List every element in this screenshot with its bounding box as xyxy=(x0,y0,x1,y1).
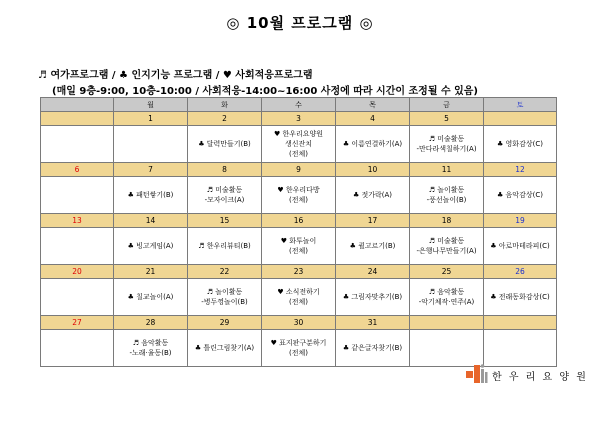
date-number: 20 xyxy=(41,265,114,279)
date-number: 10 xyxy=(336,163,410,177)
date-number: 3 xyxy=(262,112,336,126)
program-cell xyxy=(114,279,188,316)
date-number xyxy=(484,316,557,330)
program-line: ♣ 젓가락(A) xyxy=(352,191,393,199)
program-line: 생신잔치 xyxy=(284,140,313,148)
date-number: 17 xyxy=(336,214,410,228)
date-number: 13 xyxy=(41,214,114,228)
program-line: -노래·율동(B) xyxy=(129,349,172,357)
program-cell xyxy=(41,177,114,214)
program-cell xyxy=(188,177,262,214)
date-number: 27 xyxy=(41,316,114,330)
program-line: ♥ 한우리다방 xyxy=(277,186,320,194)
date-number xyxy=(484,112,557,126)
program-line: ♥ 소식전하기 xyxy=(277,288,320,296)
program-cell xyxy=(410,330,484,367)
program-line: ♬ 놀이활동 xyxy=(428,186,465,194)
date-number: 2 xyxy=(188,112,262,126)
program-line: (전체) xyxy=(289,349,308,357)
program-cell xyxy=(262,279,336,316)
program-line: -만다라색칠하기(A) xyxy=(416,145,477,153)
program-cell xyxy=(114,177,188,214)
weekday-mon: 월 xyxy=(114,98,188,112)
program-cell xyxy=(484,228,557,265)
program-line: ♣ 틀린그림찾기(A) xyxy=(194,344,255,352)
program-cell xyxy=(41,279,114,316)
program-row xyxy=(41,279,557,316)
program-cell xyxy=(484,279,557,316)
program-line: (전체) xyxy=(289,150,308,158)
program-line: -병두껑놀이(B) xyxy=(201,298,248,306)
program-line: ♣ 이름연결하기(A) xyxy=(342,140,403,148)
program-line: ♥ 화투놀이 xyxy=(280,237,317,245)
program-line: ♥ 표지판구분하기 xyxy=(270,339,327,347)
program-line: (전체) xyxy=(289,247,308,255)
program-cell xyxy=(410,279,484,316)
program-line: -풍선놀이(B) xyxy=(426,196,467,204)
weekday-fri: 금 xyxy=(410,98,484,112)
date-number: 18 xyxy=(410,214,484,228)
program-cell xyxy=(484,126,557,163)
program-line: (전체) xyxy=(289,298,308,306)
program-cell xyxy=(41,228,114,265)
date-number: 7 xyxy=(114,163,188,177)
program-cell xyxy=(114,228,188,265)
program-line: ♬ 음악활동 xyxy=(428,288,465,296)
date-number: 26 xyxy=(484,265,557,279)
program-cell xyxy=(336,228,410,265)
program-line: -은행나무만들기(A) xyxy=(416,247,477,255)
program-row xyxy=(41,330,557,367)
date-number: 1 xyxy=(114,112,188,126)
program-line: ♬ 미술활동 xyxy=(428,135,465,143)
program-cell xyxy=(41,126,114,163)
program-cell xyxy=(114,330,188,367)
date-number: 23 xyxy=(262,265,336,279)
date-number: 12 xyxy=(484,163,557,177)
program-line: ♣ 패턴쌓기(B) xyxy=(127,191,174,199)
date-number: 29 xyxy=(188,316,262,330)
program-line: ♣ 음악감상(C) xyxy=(497,191,543,199)
date-number-row xyxy=(41,112,557,126)
program-line: -모자이크(A) xyxy=(204,196,245,204)
date-number: 16 xyxy=(262,214,336,228)
weekday-header-row xyxy=(41,98,557,112)
program-line: ♥ 한우리요양원 xyxy=(273,130,324,138)
date-number: 19 xyxy=(484,214,557,228)
organization-name: 한 우 리 요 양 원 xyxy=(492,372,588,383)
program-line: ♣ 빙고게임(A) xyxy=(127,242,174,250)
program-cell xyxy=(188,279,262,316)
date-number: 5 xyxy=(410,112,484,126)
date-number: 22 xyxy=(188,265,262,279)
calendar-body xyxy=(41,112,557,367)
program-cell xyxy=(188,126,262,163)
program-cell xyxy=(262,228,336,265)
weekday-thu: 목 xyxy=(336,98,410,112)
date-number-row xyxy=(41,316,557,330)
date-number xyxy=(41,112,114,126)
date-number: 9 xyxy=(262,163,336,177)
program-line: ♬ 음악활동 xyxy=(132,339,169,347)
program-cell xyxy=(336,126,410,163)
program-line: ♣ 전래동화감상(C) xyxy=(490,293,550,301)
date-number: 6 xyxy=(41,163,114,177)
program-cell xyxy=(484,330,557,367)
weekday-wed: 수 xyxy=(262,98,336,112)
program-line: ♣ 영화감상(C) xyxy=(497,140,543,148)
program-line: -악기체작·연주(A) xyxy=(418,298,475,306)
program-cell xyxy=(336,330,410,367)
program-line: ♬ 미술활동 xyxy=(428,237,465,245)
program-line: ♣ 칠교놀이(A) xyxy=(127,293,174,301)
program-cell xyxy=(188,228,262,265)
program-cell xyxy=(336,279,410,316)
program-cell xyxy=(410,177,484,214)
program-cell xyxy=(262,126,336,163)
weekday-sat: 토 xyxy=(484,98,557,112)
weekday-sun xyxy=(41,98,114,112)
date-number: 15 xyxy=(188,214,262,228)
page-title: ◎ 10월 프로그램 ◎ xyxy=(226,14,374,32)
program-cell xyxy=(41,330,114,367)
date-number: 21 xyxy=(114,265,188,279)
date-number: 30 xyxy=(262,316,336,330)
program-legend: ♬ 여가프로그램 / ♣ 인지기능 프로그램 / ♥ 사회적응프로그램 xyxy=(38,70,313,81)
program-line: ♬ 놀이활동 xyxy=(206,288,243,296)
program-line: ♬ 미술활동 xyxy=(206,186,243,194)
program-line: ♣ 달력만들기(B) xyxy=(198,140,251,148)
date-number: 24 xyxy=(336,265,410,279)
program-cell xyxy=(336,177,410,214)
date-number: 11 xyxy=(410,163,484,177)
program-cell xyxy=(262,177,336,214)
date-number: 31 xyxy=(336,316,410,330)
program-cell xyxy=(114,126,188,163)
date-number: 4 xyxy=(336,112,410,126)
program-line: (전체) xyxy=(289,196,308,204)
program-cell xyxy=(262,330,336,367)
program-cell xyxy=(410,228,484,265)
program-cell xyxy=(188,330,262,367)
date-number-row xyxy=(41,214,557,228)
program-row xyxy=(41,228,557,265)
program-line: ♣ 퀼고르기(B) xyxy=(349,242,396,250)
date-number: 28 xyxy=(114,316,188,330)
program-line: ♣ 그림자맞추기(B) xyxy=(342,293,403,301)
date-number: 25 xyxy=(410,265,484,279)
calendar-table xyxy=(40,97,557,367)
logo-icon xyxy=(466,363,488,385)
program-line: ♣ 아로마테라피(C) xyxy=(490,242,550,250)
program-line: ♬ 한우리뷰티(B) xyxy=(198,242,251,250)
date-number: 14 xyxy=(114,214,188,228)
date-number-row xyxy=(41,265,557,279)
program-row xyxy=(41,177,557,214)
program-row xyxy=(41,126,557,163)
date-number: 8 xyxy=(188,163,262,177)
schedule-note: (매일 9층-9:00, 10층-10:00 / 사회적응-14:00~16:00 사정에 따라 시간이 조정될 수 있음) xyxy=(52,86,478,97)
date-number-row xyxy=(41,163,557,177)
program-cell xyxy=(484,177,557,214)
program-cell xyxy=(410,126,484,163)
weekday-tue: 화 xyxy=(188,98,262,112)
date-number xyxy=(410,316,484,330)
program-line: ♣ 같은글자찾기(B) xyxy=(342,344,403,352)
